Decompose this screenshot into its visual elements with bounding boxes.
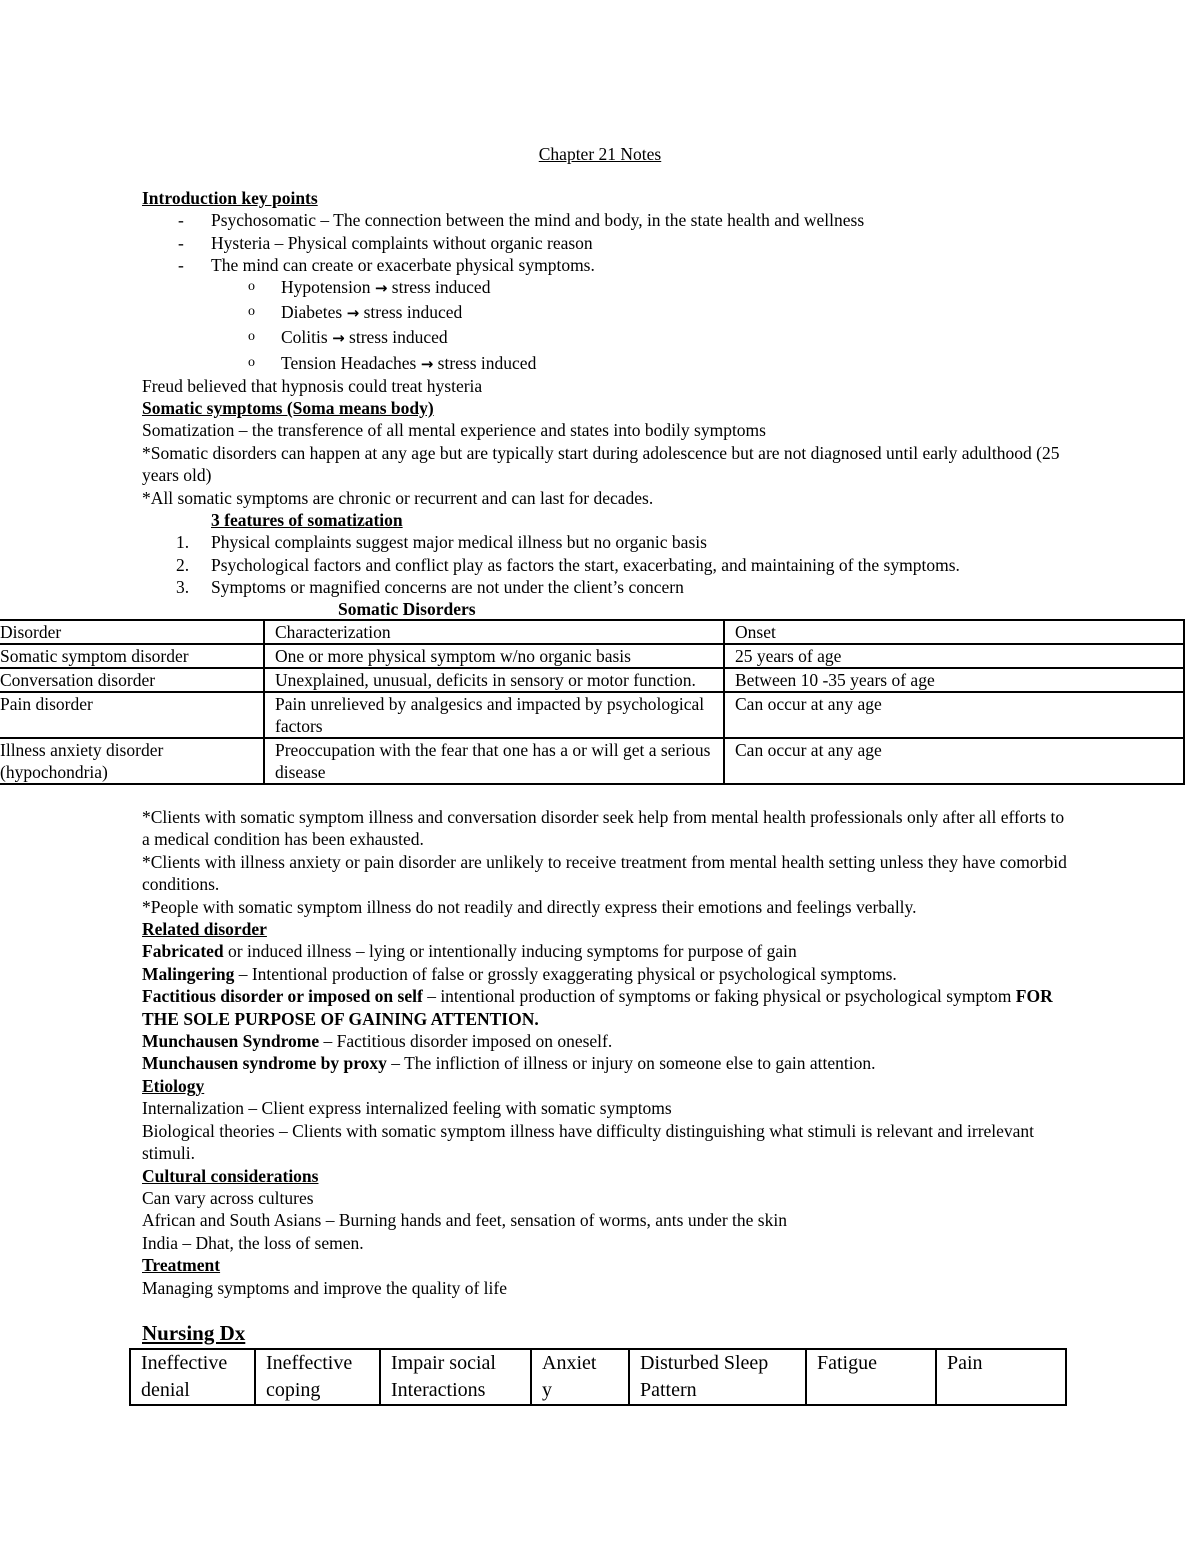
table-cell: Pain disorder: [0, 692, 264, 738]
freud-note: Freud believed that hypnosis could treat hysteria: [142, 376, 483, 397]
table-cell: Pain unrelieved by analgesics and impacted by psychological factors: [264, 692, 724, 738]
table-cell: Can occur at any age: [724, 692, 1184, 738]
related-heading: Related disorder: [142, 919, 267, 940]
related-item: Factitious disorder or imposed on self – intentional production of symptoms or faking physical or psychological symptom FOR THE SOLE PURPOSE OF GAINING ATTENTION.: [142, 986, 1053, 1029]
intro-sub-item: o Hypotension → stress induced: [248, 276, 491, 297]
intro-bullet: - Psychosomatic – The connection between the mind and body, in the state health and wellness: [178, 210, 865, 231]
somatic-line: *All somatic symptoms are chronic or recurrent and can last for decades.: [142, 487, 654, 508]
table-cell: Conversation disorder: [0, 668, 264, 692]
nursing-dx-cell: Pain: [936, 1349, 1066, 1405]
notes-section: [142, 806, 1072, 1299]
etiology-line: Biological theories – Clients with somatic symptom illness have difficulty distinguishing what stimuli is relevant and irrelevant stimuli.: [142, 1120, 1035, 1164]
related-item: Munchausen Syndrome – Factitious disorder imposed on oneself.: [142, 1031, 613, 1052]
nursing-dx-cell: Anxiet y: [531, 1349, 629, 1405]
related-item: Munchausen syndrome by proxy – The infliction of illness or injury on someone else to gain attention.: [142, 1053, 876, 1074]
somatic-heading: Somatic symptoms (Soma means body): [142, 398, 434, 418]
nursing-dx-heading: Nursing Dx: [142, 1321, 246, 1345]
table-cell: Between 10 -35 years of age: [724, 668, 1184, 692]
nursing-dx-cell: Ineffective denial: [130, 1349, 255, 1405]
note-line: *Clients with illness anxiety or pain disorder are unlikely to receive treatment from mental health setting unless they have comorbid conditions.: [142, 851, 1067, 895]
table-row: [130, 1349, 1066, 1405]
right-arrow-icon: →: [420, 354, 434, 373]
nursing-dx-cell: Disturbed Sleep Pattern: [629, 1349, 806, 1405]
feature-item: 3. Symptoms or magnified concerns are not under the client’s concern: [176, 577, 684, 598]
right-arrow-icon: →: [346, 304, 360, 323]
intro-sub-item: o Tension Headaches → stress induced: [248, 352, 537, 373]
table-header-cell: Characterization: [264, 620, 724, 644]
table-cell: 25 years of age: [724, 644, 1184, 668]
cultural-line: African and South Asians – Burning hands and feet, sensation of worms, ants under the skin: [142, 1210, 787, 1231]
nursing-dx-cell: Ineffective coping: [255, 1349, 380, 1405]
table-cell: Unexplained, unusual, deficits in sensory or motor function.: [264, 668, 724, 692]
table-cell: Can occur at any age: [724, 738, 1184, 784]
intro-heading: Introduction key points: [142, 188, 318, 208]
somatic-line: Somatization – the transference of all mental experience and states into bodily symptoms: [142, 420, 766, 441]
somatic-disorders-table: [0, 619, 1185, 785]
features-heading: 3 features of somatization: [211, 510, 403, 531]
nursing-dx-cell: Impair social Interactions: [380, 1349, 531, 1405]
table-cell: Somatic symptom disorder: [0, 644, 264, 668]
table-cell: One or more physical symptom w/no organic basis: [264, 644, 724, 668]
feature-item: 1. Physical complaints suggest major medical illness but no organic basis: [176, 532, 707, 553]
note-line: *People with somatic symptom illness do not readily and directly express their emotions and feelings verbally.: [142, 896, 917, 917]
cultural-line: Can vary across cultures: [142, 1187, 314, 1208]
nursing-dx-table: [129, 1348, 1067, 1406]
somatic-section: [142, 397, 1072, 599]
table-cell: Preoccupation with the fear that one has a or will get a serious disease: [264, 738, 724, 784]
cultural-line: India – Dhat, the loss of semen.: [142, 1232, 364, 1253]
note-line: *Clients with somatic symptom illness and conversation disorder seek help from mental health professionals only after all efforts to a medical condition has been exhausted.: [142, 807, 1065, 850]
right-arrow-icon: →: [374, 278, 388, 297]
table-header-cell: Disorder: [0, 620, 264, 644]
treatment-line: Managing symptoms and improve the quality of life: [142, 1277, 508, 1298]
treatment-heading: Treatment: [142, 1255, 221, 1276]
disorders-table-caption: Somatic Disorders: [338, 599, 476, 619]
cultural-heading: Cultural considerations: [142, 1165, 319, 1186]
intro-sub-item: o Colitis → stress induced: [248, 327, 448, 348]
right-arrow-icon: →: [332, 329, 345, 348]
table-row: [0, 738, 1184, 784]
intro-section: [142, 187, 1072, 398]
intro-bullet: - Hysteria – Physical complaints without organic reason: [178, 232, 593, 253]
table-header-row: [0, 620, 1184, 644]
feature-item: 2. Psychological factors and conflict play as factors the start, exacerbating, and maintaining of the symptoms.: [176, 554, 960, 575]
etiology-heading: Etiology: [142, 1075, 205, 1096]
somatic-line: *Somatic disorders can happen at any age but are typically start during adolescence but are not diagnosed until early adulthood (25 years old): [142, 442, 1060, 486]
nursing-dx-cell: Fatigue: [806, 1349, 936, 1405]
intro-sub-item: o Diabetes → stress induced: [248, 302, 463, 323]
table-row: [0, 668, 1184, 692]
related-item: Fabricated or induced illness – lying or intentionally inducing symptoms for purpose of gain: [142, 941, 797, 962]
table-row: [0, 644, 1184, 668]
related-item: Malingering – Intentional production of false or grossly exaggerating physical or psychological symptoms.: [142, 963, 897, 984]
page-title: Chapter 21 Notes: [538, 144, 662, 164]
table-cell: Illness anxiety disorder (hypochondria): [0, 738, 264, 784]
table-row: [0, 692, 1184, 738]
etiology-line: Internalization – Client express internalized feeling with somatic symptoms: [142, 1098, 672, 1119]
intro-bullet: - The mind can create or exacerbate physical symptoms.: [178, 255, 595, 276]
table-header-cell: Onset: [724, 620, 1184, 644]
